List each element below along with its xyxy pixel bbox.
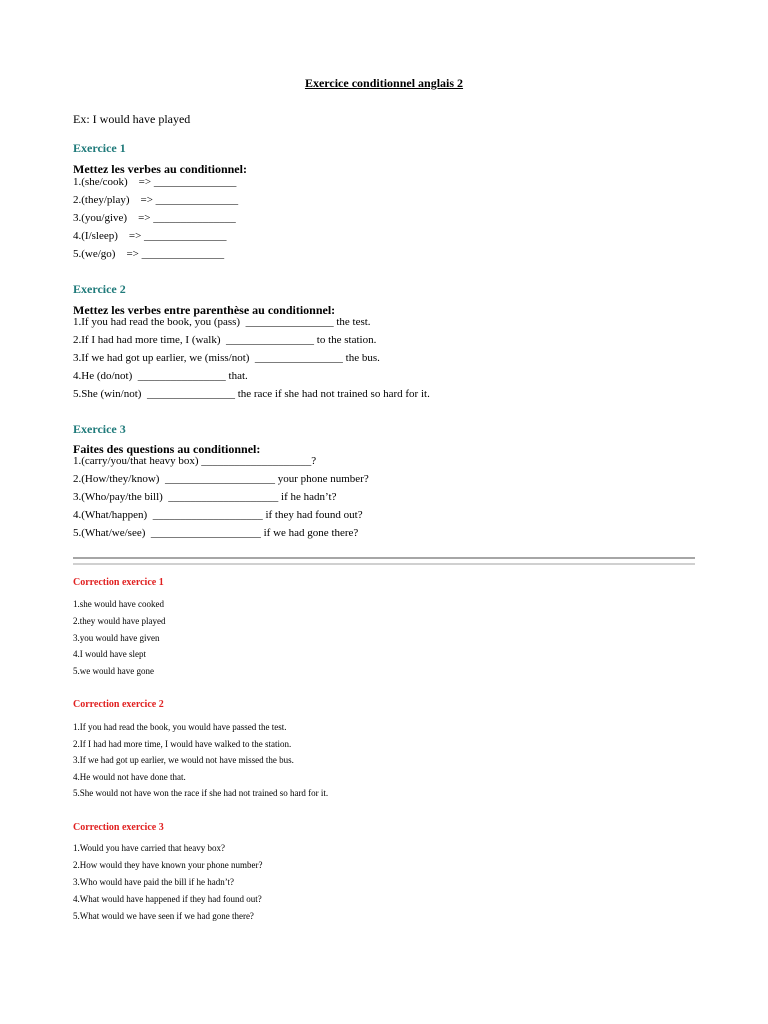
list-item: 2.(they/play) => _______________ (73, 194, 239, 206)
exercise-3-instruction: Faites des questions au conditionnel: (73, 442, 261, 456)
list-item: 3.Who would have paid the bill if he hadn’t? (73, 877, 235, 887)
list-item: 4.He would not have done that. (73, 771, 186, 782)
list-item: 4.(I/sleep) => _______________ (73, 230, 227, 242)
list-item: 5.(What/we/see) ____________________ if we had gone there? (73, 527, 359, 539)
list-item: 4.(What/happen) ____________________ if they had found out? (73, 509, 363, 521)
list-item: 1.(she/cook) => _______________ (73, 176, 237, 188)
correction-3-list (73, 840, 262, 925)
correction-2-heading: Correction exercice 2 (73, 699, 164, 710)
correction-1-list (73, 596, 165, 680)
list-item: 4.I would have slept (73, 649, 146, 660)
list-item: 3.you would have given (73, 632, 160, 643)
list-item: 5.She (win/not) ________________ the race if she had not trained so hard for it. (73, 388, 430, 400)
list-item: 2.If I had had more time, I would have walked to the station. (73, 738, 292, 749)
list-item: 4.He (do/not) ________________ that. (73, 370, 248, 382)
exercise-1-list (73, 173, 238, 263)
list-item: 2.How would they have known your phone number? (73, 860, 263, 870)
list-item: 3.If we had got up earlier, we would not have missed the bus. (73, 755, 294, 765)
list-item: 3.If we had got up earlier, we (miss/not) ________________ the bus. (73, 352, 380, 364)
list-item: 1.If you had read the book, you (pass) ________________ the test. (73, 316, 371, 328)
exercise-3-list (73, 452, 369, 542)
list-item: 2.(How/they/know) ____________________ your phone number? (73, 473, 369, 485)
exercise-2-list (73, 313, 430, 403)
document-title: Exercice conditionnel anglais 2 (304, 76, 464, 90)
list-item: 1.she would have cooked (73, 599, 164, 609)
list-item: 2.If I had had more time, I (walk) ________________ to the station. (73, 334, 377, 346)
list-item: 5.(we/go) => _______________ (73, 248, 225, 260)
exercise-2-heading: Exercice 2 (73, 282, 126, 296)
list-item: 5.What would we have seen if we had gone there? (73, 911, 254, 921)
section-separator (73, 557, 695, 565)
list-item: 5.She would not have won the race if she had not trained so hard for it. (73, 788, 329, 798)
exercise-1-heading: Exercice 1 (73, 141, 126, 155)
example-line: Ex: I would have played (73, 112, 191, 126)
list-item: 1.If you had read the book, you would have passed the test. (73, 722, 287, 732)
list-item: 5.we would have gone (73, 666, 154, 676)
correction-3-heading: Correction exercice 3 (73, 822, 164, 833)
exercise-3-heading: Exercice 3 (73, 422, 126, 436)
list-item: 1.Would you have carried that heavy box? (73, 843, 225, 853)
list-item: 4.What would have happened if they had found out? (73, 894, 262, 904)
list-item: 3.(Who/pay/the bill) ____________________ if he hadn’t? (73, 491, 337, 503)
list-item: 2.they would have played (73, 615, 166, 626)
list-item: 3.(you/give) => _______________ (73, 212, 236, 224)
correction-1-heading: Correction exercice 1 (73, 577, 164, 588)
exercise-1-instruction: Mettez les verbes au conditionnel: (73, 162, 247, 176)
correction-2-list (73, 719, 328, 802)
exercise-2-instruction: Mettez les verbes entre parenthèse au conditionnel: (73, 303, 336, 317)
list-item: 1.(carry/you/that heavy box) ____________________? (73, 455, 317, 467)
